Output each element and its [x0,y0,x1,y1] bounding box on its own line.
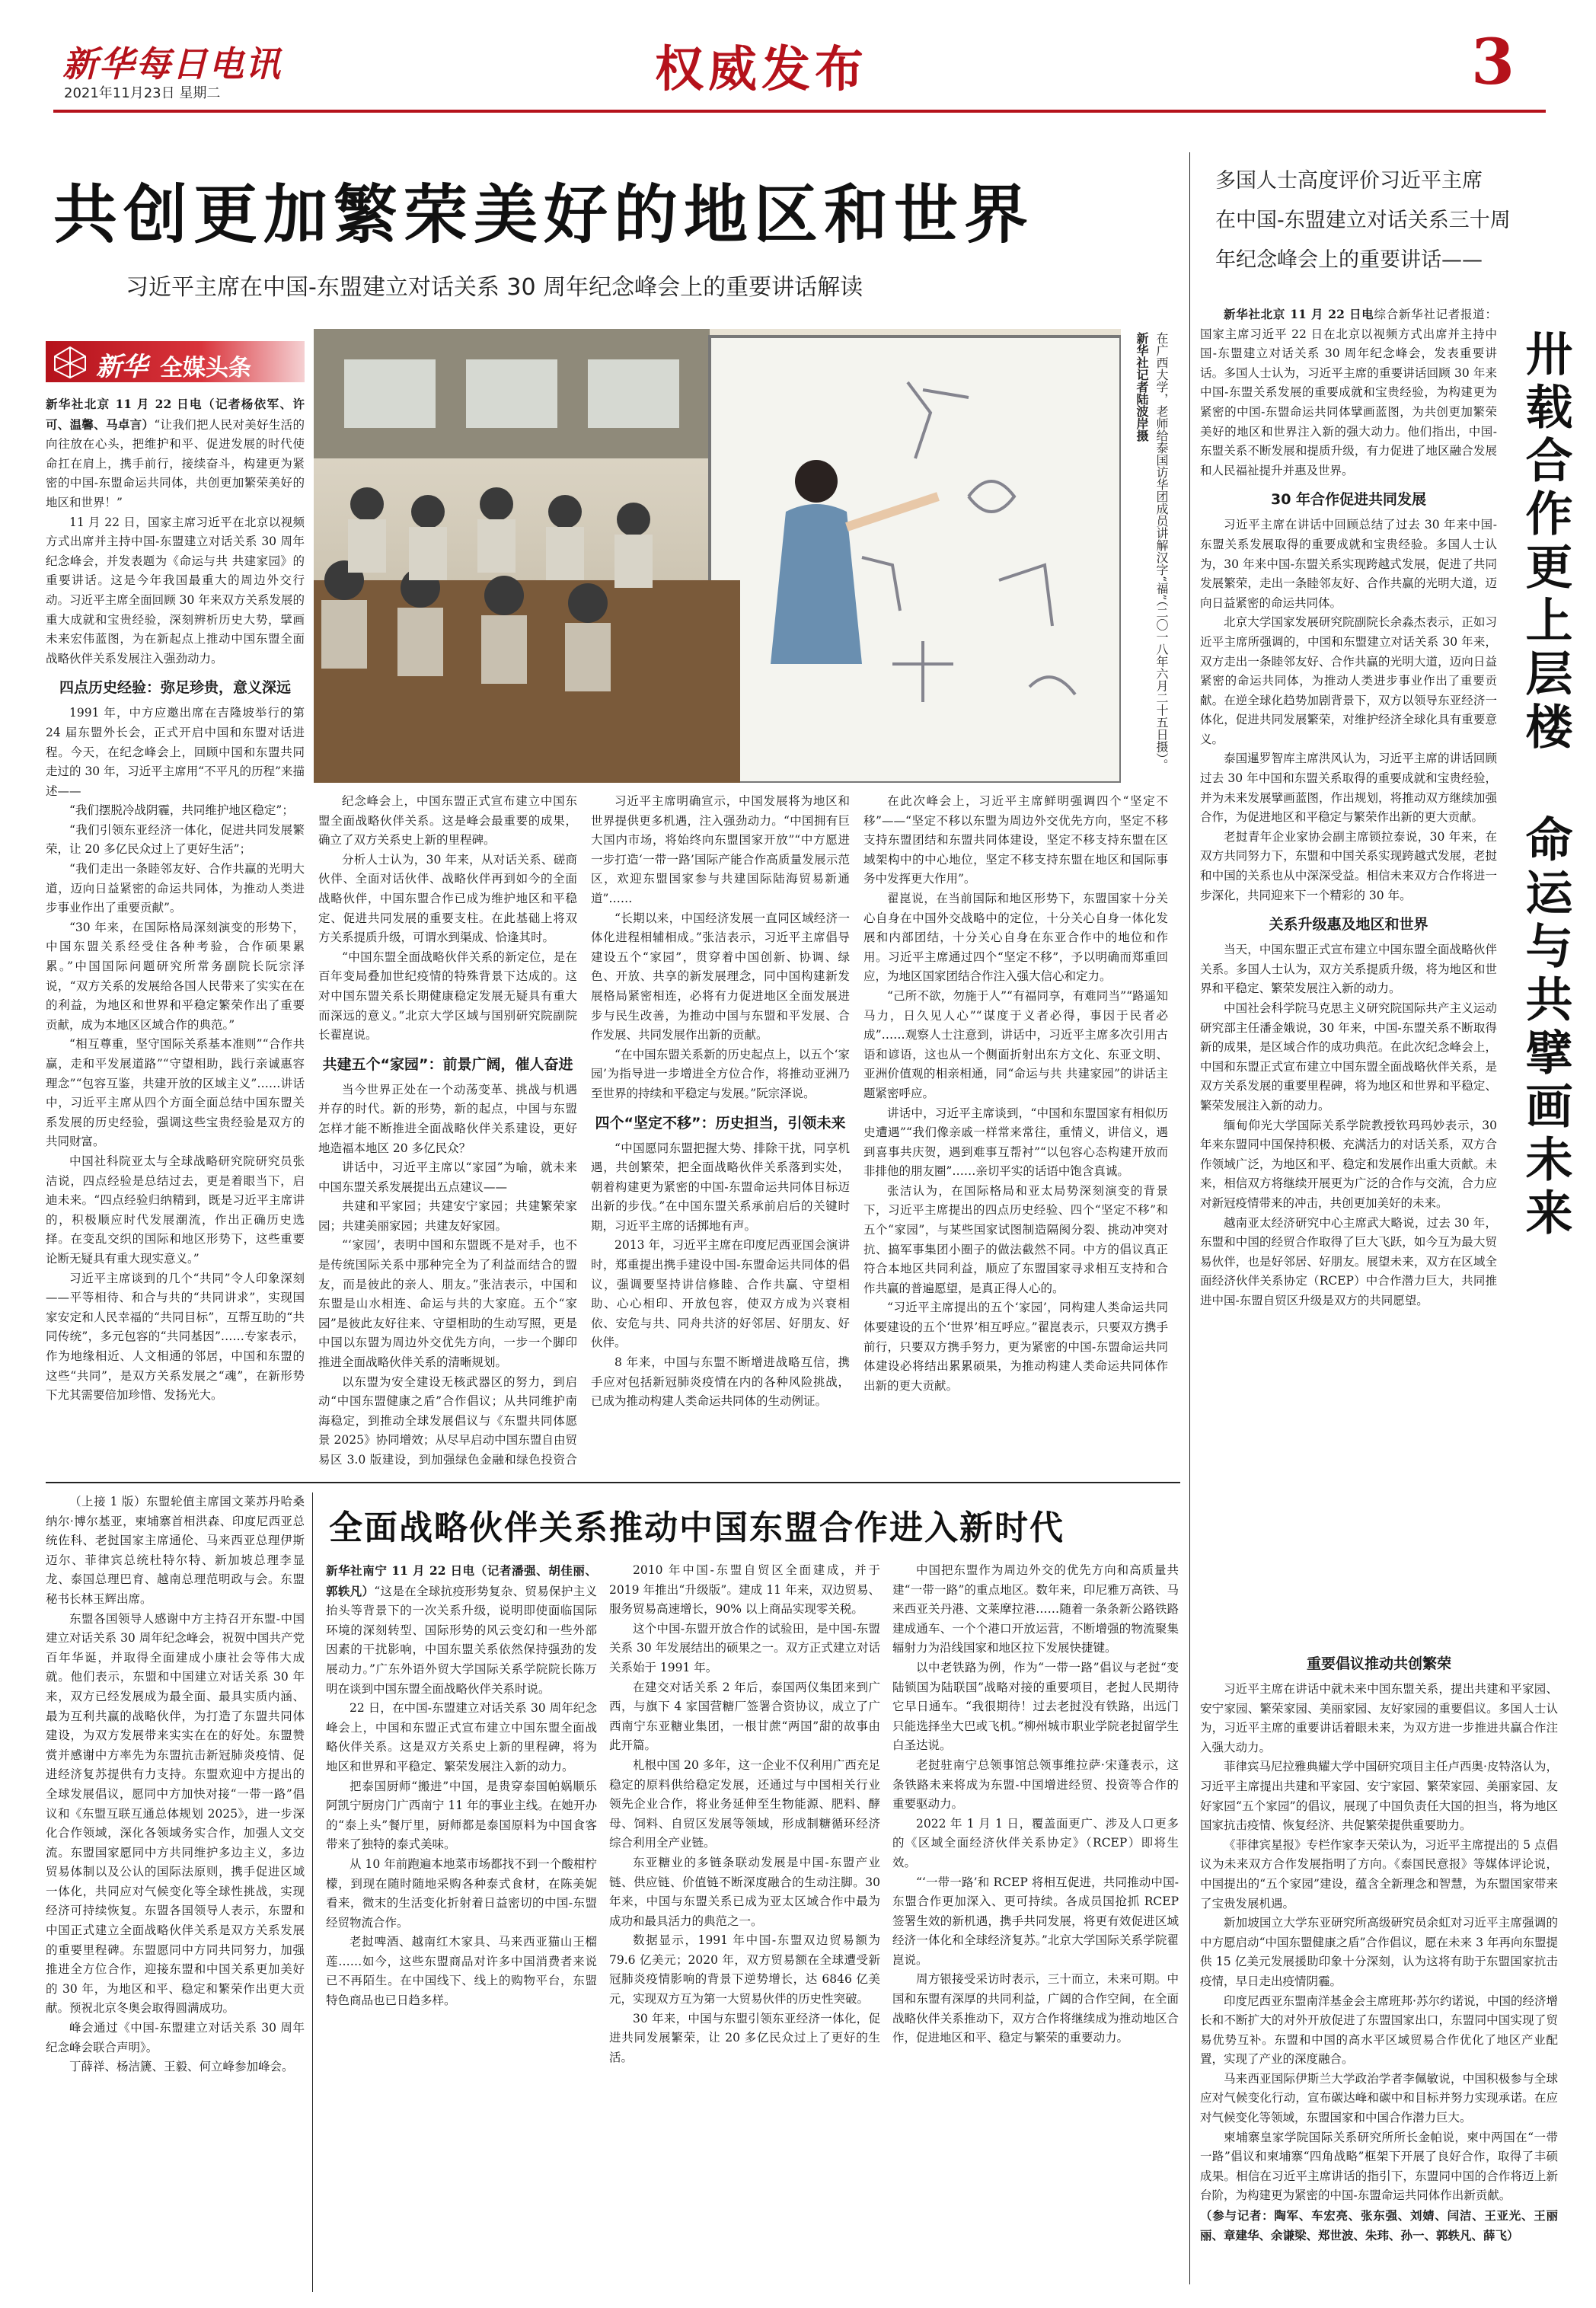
paragraph: “习近平主席提出的五个‘家园’，同构建人类命运共同体要建设的五个‘世界’相互呼应。”翟崑表示，只要双方携手前行，只要双方携手努力，更为紧密的中国-东盟命运共同体建设必将结出累累硕果，为推动构建人类命运共同体作出新的更大贡献。 [863,1301,1168,1393]
right-title-line: 年纪念峰会上的重要讲话—— [1215,248,1483,272]
page-number: 3 [1471,26,1515,99]
paragraph: 共建和平家园；共建安宁家园；共建繁荣家园；共建美丽家园；共建友好家园。 [318,1199,577,1233]
paragraph: “长期以来，中国经济发展一直同区域经济一体化进程相辅相成。”张洁表示，习近平主席倡导建设五个“家园”，贯穿着中国创新、协调、绿色、开放、共享的新发展理念，同中国构建新发展格局紧密相连，必将有力促进地区全面发展进步与民生改善，为推动中国与东盟和平发展、合作发展、共同发展作出新的贡献。 [591,911,850,1042]
paragraph: 数据显示，1991 年中国-东盟双边贸易额为 79.6 亿美元；2020 年，双方贸易额在全球遭受新冠肺炎疫情影响的背景下逆势增长，达 6846 亿美元，实现双方互为第一大贸易伙伴的历史性突破。 [609,1933,880,2006]
paragraph: 东亚糖业的多链条联动发展是中国-东盟产业链、供应链、价值链不断深度融合的生动注脚。30 年来，中国与东盟关系已成为亚太区域合作中最为成功和最具活力的典范之一。 [609,1855,880,1928]
right-lead: 综合新华社记者报道：国家主席习近平 22 日在北京以视频方式出席并主持中国-东盟建立对话关系 30 周年纪念峰会，发表重要讲话。多国人士认为，习近平主席的重要讲话回顾 30 年来中国-东盟关系发展的重要成就和宝贵经验，为构建更为紧密的中国-东盟命运共同体擘画蓝图，为共创更加繁荣美好的地区和世界注入新的强大动力。他们指出，中国-东盟关系不断发展和提质升级，有力促进了地区融合发展和人民福祉提升并惠及世界。 [1200,308,1497,477]
paragraph: （上接 1 版）东盟轮值主席国文莱苏丹哈桑纳尔·博尔基亚，柬埔寨首相洪森、印度尼西亚总统佐科、老挝国家主席通伦、马来西亚总理伊斯迈尔、菲律宾总统杜特尔特、新加坡总理李显龙、泰国总理巴育、越南总理范明政与会。东盟秘书长林玉辉出席。 [46,1495,305,1606]
paragraph: 讲话中，习近平主席以“家园”为喻，就未来中国东盟关系发展提出五点建议—— [318,1160,577,1194]
main-intro: 11 月 22 日，国家主席习近平在北京以视频方式出席并主持中国-东盟建立对话关系 30 周年纪念峰会，并发表题为《命运与共 共建家园》的重要讲话。这是今年我国最重大的周边外交行动。习近平主席全面回顾 30 年来双方关系发展的重大成就和宝贵经验，深刻辨析历史大势，擘画未来宏伟蓝图，为在新起点上推动中国东盟全面战略伙伴关系发展注入强劲动力。 [46,515,305,666]
paragraph: 东盟各国领导人感谢中方主持召开东盟-中国建立对话关系 30 周年纪念峰会，祝贺中国共产党百年华诞，并取得全面建成小康社会等伟大成就。他们表示，东盟和中国建立对话关系 30 年来，双方已经发展成为最全面、最具实质内涵、最为互利共赢的战略伙伴，为打造了东盟共同体建设，为双方发展带来实实在在的好处。东盟赞赏并感谢中方率先为东盟抗击新冠肺炎疫情、促进经济复苏提供有力支持。东盟欢迎中方提出的全球发展倡议，愿同中方加快对接“一带一路”倡议和《东盟互联互通总体规划 2025》，进一步深化合作领域，深化各领域务实合作，加强人文交流。东盟国家愿同中方共同维护多边主义，多边贸易体制以及公认的国际法原则，携手促进区域一体化，共同应对气候变化等全球性挑战，实现经济可持续恢复。东盟各国领导人表示，东盟和中国正式建立全面战略伙伴关系是双方关系发展的重要里程碑。东盟愿同中方同共同努力，加强推进全方位合作，迎接东盟和中国关系更加美好的 30 年，为地区和平、稳定和繁荣作出更大贡献。预祝北京冬奥会取得圆满成功。 [46,1611,305,2016]
paragraph: 老挝青年企业家协会副主席锁拉泰说，30 年来，在双方共同努力下，东盟和中国关系实现跨越式发展，老挝和中国的关系也从中深深受益。相信未来双方合作将进一步深化，共同迎来下一个精彩的 30 年。 [1200,829,1497,902]
paragraph: “相互尊重，坚守国际关系基本准则”“合作共赢，走和平发展道路”“守望相助，践行亲诚惠容理念”“包容互鉴，共建开放的区域主义”……讲话中，习近平主席从四个方面全面总结中国东盟关系发展的历史经验，强调这些宝贵经验是双方的共同财富。 [46,1037,305,1149]
paragraph: 《菲律宾星报》专栏作家李天荣认为，习近平主席提出的 5 点倡议为未来双方合作发展指明了方向。《泰国民意报》等媒体评论说，中国提出的“五个家园”建设，蕴含全新理念和智慧，为东盟国家带来了宝贵发展机遇。 [1200,1837,1558,1911]
right-feature-title [1215,161,1566,280]
right-title-line: 在中国-东盟建立对话关系三十周 [1215,209,1511,232]
paragraph: 这个中国-东盟开放合作的试验田，是中国-东盟关系 30 年发展结出的硕果之一。双方正式建立对话关系始于 1991 年。 [609,1621,880,1674]
paragraph: 越南亚太经济研究中心主席武大略说，过去 30 年，东盟和中国的经贸合作取得了巨大飞跃，如今互为最大贸易伙伴，也是好邻居、好朋友。展望未来，双方在区域全面经济伙伴关系协定（RCEP）中合作潜力巨大，共同推进中国-东盟自贸区升级是双方的共同愿望。 [1200,1215,1497,1307]
paragraph: 以东盟为安全建设无核武器区的努力，到启动“中国东盟健康之盾”合作倡议；从共同维护南海稳定，到推动全球发展倡议与《东盟共同体愿景 2025》协同增效；从尽早启动中国东盟自由贸易区 3.0 版建设，到加强绿色金融和绿色投资合 [318,1374,577,1467]
main-dateline: 新华社北京 11 月 22 日电（记者杨依军、许可、温馨、马卓言） [46,397,305,432]
contributors: （参与记者：陶军、车宏亮、张东强、刘婧、闫洁、王亚光、王丽丽、章建华、余谦梁、郑世波、朱玮、孙一、郭轶凡、薛飞） [1200,2208,1558,2243]
paragraph: 中国把东盟作为周边外交的优先方向和高质量共建“一带一路”的重点地区。数年来，印尼雅万高铁、马来西亚关丹港、文莱摩拉港……随着一条条新公路铁路建成通车、一个个港口开放运营，不断增强的物流聚集辐射力为沿线国家和地区拉下发展快捷键。 [892,1563,1179,1655]
right-title-line: 多国人士高度评价习近平主席 [1215,169,1483,193]
paragraph: 北京大学国家发展研究院副院长余淼杰表示，正如习近平主席所强调的，中国和东盟建立对话关系 30 年来，双方走出一条睦邻友好、合作共赢的光明大道，迈向日益紧密的命运共同体，为推动人类进步事业作出了重要贡献。在逆全球化趋势加剧背景下，双方以领导东亚经济一体化，促进共同发展繁荣，对维护经济全球化具有重要意义。 [1200,615,1497,746]
paragraph: 30 年来，中国与东盟引领东亚经济一体化，促进共同发展繁荣，让 20 多亿民众过上了更好的生活。 [609,2011,880,2064]
right-subheading-1: 30 年合作促进共同发展 [1270,491,1427,509]
bottom-article-title: 全面战略伙伴关系推动中国东盟合作进入新时代 [329,1508,1065,1547]
bottom-dateline: 新华社南宁 11 月 22 日电（记者潘强、胡佳丽、郭轶凡） [326,1563,597,1598]
paragraph: 丁薛祥、杨洁篪、王毅、何立峰参加峰会。 [69,2060,294,2074]
paragraph: 中国社会科学院马克思主义研究院国际共产主义运动研究部主任潘金娥说，30 年来，中国-东盟关系不断取得新的成果，是区域合作的成功典范。在此次纪念峰会上，中国和东盟正式宣布建立中国东盟全面战略伙伴关系，是双方关系发展的重要里程碑，将为地区和世界和平稳定、繁荣发展注入新的动力。 [1200,1001,1497,1113]
main-subheadline: 习近平主席在中国-东盟建立对话关系 30 周年纪念峰会上的重要讲话解读 [126,274,863,301]
paragraph: 纪念峰会上，中国东盟正式宣布建立中国东盟全面战略伙伴关系。这是峰会最重要的成果，确立了双方关系史上新的里程碑。 [318,794,577,848]
paragraph: “30 年来，在国际格局深刻演变的形势下，中国东盟关系经受住各种考验，合作硕果累累。”中国国际问题研究所常务副院长阮宗泽说，“双方关系的发展给各国人民带来了实实在在的利益，为地区和世界和平稳定繁荣作出了重要贡献，成为本地区区域合作的典范。” [46,920,305,1032]
bottom-article-col-2 [609,1561,880,2292]
bottom-lead: “这是在全球抗疫形势复杂、贸易保护主义抬头等背景下的一次关系升级，说明即使面临国际环境的深刻转型、国际形势的风云变幻和一些外部因素的干扰影响，中国东盟关系依然保持强劲的发展动力。”广东外语外贸大学国际关系学院院长陈万明在谈到中国东盟全面战略伙伴关系时说。 [326,1584,597,1696]
paragraph: 当天，中国东盟正式宣布建立中国东盟全面战略伙伴关系。多国人士认为，双方关系提质升级，将为地区和世界和平稳定、繁荣发展注入新的动力。 [1200,943,1497,996]
paragraph: “我们引领东亚经济一体化，促进共同发展繁荣，让 20 多亿民众过上了更好生活”； [46,822,305,857]
main-lead: “让我们把人民对美好生活的向往放在心头，把维护和平、促进发展的时代使命扛在肩上，携手前行，接续奋斗，构建更为紧密的中国-东盟命运共同体，共创更加繁荣美好的地区和世界！” [46,417,305,509]
paragraph: 当今世界正处在一个动荡变革、挑战与机遇并存的时代。新的形势，新的起点，中国与东盟怎样才能不断推进全面战略伙伴关系建设，更好地造福本地区 20 多亿民众？ [318,1082,577,1155]
masthead [0,0,1596,122]
right-subheading-3: 重要倡议推动共创繁荣 [1306,1655,1451,1672]
main-article-col-2 [318,792,577,1468]
paragraph: 泰国暹罗智库主席洪风认为，习近平主席的讲话回顾过去 30 年中国和东盟关系取得的重要成就和宝贵经验，并为未来发展擘画蓝图，作出规划，将推动双方继续加强合作，为促进地区和平稳定与繁荣作出新的更大贡献。 [1200,752,1497,825]
paragraph: 分析人士认为，30 年来，从对话关系、磋商伙伴、全面对话伙伴、战略伙伴再到如今的全面战略伙伴，中国东盟合作已成为维护地区和平稳定、促进共同发展的重要支柱。在此基础上将双方关系提质升级，可谓水到渠成、恰逢其时。 [318,852,577,945]
network-icon [52,344,88,382]
main-headline: 共创更加繁荣美好的地区和世界 [53,177,1035,252]
paragraph: “在中国东盟关系新的历史起点上，以五个‘家园’为指导进一步增进全方位合作，将推动亚洲乃至世界的持续和平稳定与发展。”阮宗泽说。 [591,1047,850,1100]
paragraph: 周方银接受采访时表示，三十而立，未来可期。中国和东盟有深厚的共同利益，广阔的合作空间，在全面战略伙伴关系推动下，双方合作将继续成为推动地区合作，促进地区和平、稳定与繁荣的重要动力。 [892,1972,1179,2045]
paragraph: 菲律宾马尼拉雅典耀大学中国研究项目主任卢西奥·皮特洛认为，习近平主席提出共建和平家园、安宁家园、繁荣家园、美丽家园、友好家园“五个家园”的倡议，展现了中国负责任大国的担当，将为地区国家抗击疫情、恢复经济、共促繁荣提供重要助力。 [1200,1760,1558,1833]
paragraph: 札根中国 20 多年，这一企业不仅利用广西充足稳定的原料供给稳定发展，还通过与中国相关行业领先企业合作，将业务延伸至生物能源、肥料、酵母、饲料、自贸区发展等领域，形成制糖循环经济综合利用全产业链。 [609,1757,880,1850]
paragraph: “我们走出一条睦邻友好、合作共赢的光明大道，迈向日益紧密的命运共同体，为推动人类进步事业作出了重要贡献”。 [46,862,305,915]
paragraph: 习近平主席在讲话中回顾总结了过去 30 年来中国-东盟关系发展取得的重要成就和宝贵经验。多国人士认为，30 年来中国-东盟关系实现跨越式发展，促进了共同发展繁荣，走出一条睦邻友好、合作共赢的光明大道，迈向日益紧密的命运共同体。 [1200,518,1497,610]
masthead-rule [53,110,1546,113]
paragraph: 从 10 年前跑遍本地菜市场都找不到一个酸柑柠檬，到现在随时随地采购各种泰式食材，在陈美妮看来，微末的生活变化折射着日益密切的中国-东盟经贸物流合作。 [326,1856,597,1930]
right-subheading-2: 关系升级惠及地区和世界 [1269,916,1428,934]
paragraph: 在此次峰会上，习近平主席鲜明强调四个“坚定不移”——“坚定不移以东盟为周边外交优先方向，坚定不移支持东盟团结和东盟共同体建设，坚定不移支持东盟在区域架构中的中心地位，坚定不移支持东盟在地区和国际事务中发挥更大作用”。 [863,794,1168,886]
paragraph: “中国愿同东盟把握大势、排除干扰，同享机遇，共创繁荣，把全面战略伙伴关系落到实处，朝着构建更为紧密的中国-东盟命运共同体目标迈出新的步伐。”在中国东盟关系承前启后的关键时期，习近平主席的话掷地有声。 [591,1141,850,1233]
continued-article [46,1492,305,2292]
main-article-col-1 [46,394,305,1468]
media-badge-brand: 新华 [96,352,148,382]
newspaper-logo: 新华每日电讯 [62,43,282,85]
main-subheading-1: 四点历史经验：弥足珍贵，意义深远 [59,679,291,697]
paragraph: “‘一带一路’和 RCEP 将相互促进，共同推动中国-东盟合作更加深入、更可持续。各成员国抢抓 RCEP 签署生效的新机遇，携手共同发展，将更有效促进区域经济一体化和全球经济复苏。”北京大学国际关系学院翟崑说。 [892,1875,1179,1967]
paragraph: 2010 年中国-东盟自贸区全面建成，并于 2019 年推出“升级版”。建成 11 年来，双边贸易、服务贸易高速增长，90% 以上商品实现零关税。 [609,1563,880,1617]
paragraph: 柬埔寨皇家学院国际关系研究所所长金帕说，柬中两国在“一带一路”倡议和柬埔寨“四角战略”框架下开展了良好合作，取得了丰硕成果。相信在习近平主席讲话的指引下，东盟同中国的合作将迈上新台阶，为构建更为紧密的中国-东盟命运共同体作出新贡献。 [1200,2130,1558,2203]
main-article-col-4 [863,792,1168,1468]
paragraph: 22 日，在中国-东盟建立对话关系 30 周年纪念峰会上，中国和东盟正式宣布建立中国东盟全面战略伙伴关系。这是双方关系史上新的里程碑，将为地区和世界和平稳定、繁荣发展注入新的动力。 [326,1701,597,1773]
section-title: 权威发布 [655,41,868,98]
paragraph: 缅甸仰光大学国际关系学院教授钦玛玛妙表示，30 年来东盟同中国保持积极、充满活力的对话关系，双方合作领域广泛，为地区和平、稳定和发展作出重大贡献。未来，相信双方将继续开展更为广泛的合作与交流，合力应对新冠疫情带来的冲击，共创更加美好的未来。 [1200,1118,1497,1210]
main-subheading-2: 共建五个“家园”：前景广阔，催人奋进 [322,1055,573,1073]
photo-caption-text: 在广西大学，老师给泰国访华团成员讲解汉字“福”（二〇一八年六月二十五日摄）。 [1154,332,1169,771]
continued-article-divider [312,1492,313,2292]
media-badge [46,341,305,382]
paragraph: 讲话中，习近平主席谈到，“中国和东盟国家有相似历史遭遇”“我们像亲戚一样常来常往，重情义，讲信义，遇到喜事共庆贺，遇到难事互帮衬”“以包容心态构建开放而非排他的朋友圈”……亲切平实的话语中饱含真诚。 [863,1106,1168,1179]
right-feature-col-lower [1200,1645,1558,2284]
right-column-divider [1189,152,1190,2284]
paragraph: 习近平主席在讲话中就未来中国东盟关系，提出共建和平家园、安宁家园、繁荣家园、美丽家园、友好家园的重要倡议。多国人士认为，习近平主席的重要讲话着眼未来，为双方进一步推进共赢合作注入强大动力。 [1200,1682,1558,1754]
paragraph: 峰会通过《中国-东盟建立对话关系 30 周年纪念峰会联合声明》。 [46,2021,305,2054]
paragraph: 中国社科院亚太与全球战略研究院研究员张洁说，四点经验是总结过去，更是着眼当下，启迪未来。“四点经验归纳精到，既是习近平主席讲的，积极顺应时代发展潮流，作出正确历史选择。在变乱交织的国际和地区形势下，这些重要论断无疑具有重大现实意义。” [46,1154,305,1266]
bottom-article-col-1 [326,1561,597,2292]
masthead-date: 2021年11月23日 星期二 [64,85,221,101]
paragraph: 印度尼西亚东盟南洋基金会主席班邦·苏尔约诺说，中国的经济增长和不断扩大的对外开放促进了东盟国家出口，东盟同中国实现了贸易优势互补。东盟和中国的高水平区域贸易合作优化了地区产业配置，实现了产业的深度融合。 [1200,1994,1558,2067]
vertical-title-2: 命运与共擘画未来 [1518,815,1573,1241]
photo-caption [1125,332,1171,780]
paragraph: 1991 年，中方应邀出席在吉隆坡举行的第 24 届东盟外长会，正式开启中国和东盟对话进程。今天，在纪念峰会上，回顾中国和东盟共同走过的 30 年，习近平主席用“不平凡的历程”来描述—— [46,706,305,798]
classroom-illustration [314,329,1121,783]
paragraph: 习近平主席明确宣示，中国发展将为地区和世界提供更多机遇，注入强劲动力。“中国拥有巨大国内市场，将始终向东盟国家开放”“中方愿进一步打造‘一带一路’国际产能合作高质量发展示范区，欢迎东盟国家参与共建国际陆海贸易新通道”…… [591,794,850,905]
paragraph: 老挝啤酒、越南红木家具、马来西亚猫山王榴莲……如今，这些东盟商品对许多中国消费者来说已不再陌生。在中国线下、线上的购物平台，东盟特色商品也已日趋多样。 [326,1935,597,2008]
bottom-article-col-3 [892,1561,1179,2292]
paragraph: 张洁认为，在国际格局和亚太局势深刻演变的背景下，习近平主席提出的四点历史经验、四个“坚定不移”和五个“家园”，与某些国家试图制造隔阂分裂、挑动冲突对抗、搞军事集团小圈子的做法截然不同。中方的倡议真正符合本地区共同利益，顺应了东盟国家寻求相互支持和合作共赢的普遍愿望，是真正得人心的。 [863,1183,1168,1295]
media-badge-label: 全媒头条 [160,355,251,381]
paragraph: “己所不欲，勿施于人”“有福同享，有难同当”“路遥知马力，日久见人心”“谋度于义者必得，事因于民者必成”……观察人士注意到，讲话中，习近平主席多次引用古语和谚语，这也从一个侧面折射出东方文化、东亚文明、亚洲价值观的相亲相通，同“命运与共 共建家园”的讲话主题紧密呼应。 [863,988,1168,1100]
paragraph: 新加坡国立大学东亚研究所高级研究员余虹对习近平主席强调的中方愿启动“中国东盟健康之盾”合作倡议，愿在未来 3 年再向东盟提供 15 亿美元发展援助印象十分深刻，认为这将有助于东盟国家抗击疫情，早日走出疫情阴霾。 [1200,1916,1558,1988]
right-feature-col [1200,305,1497,1637]
paragraph: 翟崑说，在当前国际和地区形势下，东盟国家十分关心自身在中国外交战略中的定位，十分关心自身一体化发展和内部团结，十分关心自身在东亚合作中的地位和作用。习近平主席通过四个“坚定不移”，予以明确而郑重回应，为地区国家团结合作注入强大信心和定力。 [863,891,1168,984]
paragraph: 以中老铁路为例，作为“一带一路”倡议与老挝“变陆锁国为陆联国”战略对接的重要项目，老挝人民期待它早日通车。“我很期待！过去老挝没有铁路，出远门只能选择坐大巴或飞机。”柳州城市职业学院老挝留学生白圣达说。 [892,1660,1179,1753]
photo-credit: 新华社记者陆波岸摄 [1135,332,1149,442]
main-subheading-3: 四个“坚定不移”：历史担当，引领未来 [595,1114,846,1132]
paragraph: 8 年来，中国与东盟不断增进战略互信，携手应对包括新冠肺炎疫情在内的各种风险挑战，已成为推动构建人类命运共同体的生动例证。 [591,1355,850,1409]
paragraph: 把泰国厨师“搬进”中国，是贵穿泰国帕娲顺乐阿凯宁厨房门广西南宁 11 年的事业主线。在她开办的“泰上头”餐厅里，厨师都是泰国原料为中国食客带来了独特的泰式美味。 [326,1779,597,1852]
paragraph: “我们摆脱冷战阴霾，共同维护地区稳定”； [69,803,294,818]
paragraph: 2022 年 1 月 1 日，覆盖面更广、涉及人口更多的《区域全面经济伙伴关系协定》（RCEP）即将生效。 [892,1816,1179,1869]
vertical-title-1: 卅载合作更上层楼 [1518,329,1573,755]
paragraph: “‘家园’，表明中国和东盟既不是对手，也不是传统国际关系中那种完全为了利益而结合的盟友，而是彼此的亲人、朋友。”张洁表示，中国和东盟是山水相连、命运与共的大家庭。五个“家园”是彼此友好往来、守望相助的生动写照，更是中国以东盟为周边外交优先方向，一步一个脚印推进全面战略伙伴关系的清晰规划。 [318,1238,577,1370]
paragraph: 习近平主席谈到的几个“共同”令人印象深刻——平等相待、和合与共的“共同讲求”，实现国家安定和人民幸福的“共同目标”，互帮互助的“共同传统”，多元包容的“共同基因”……专家表示，作为地缘相近、人文相通的邻居，中国和东盟的这些“共同”，是双方关系发展之“魂”，在新形势下尤其需要倍加珍惜、发扬光大。 [46,1271,305,1403]
paragraph: 在建交对话关系 2 年后，泰国两仪集团来到广西，与旗下 4 家国营糖厂签署合资协议，成立了广西南宁东亚糖业集团，一根甘蔗“两国”甜的故事由此开篇。 [609,1680,880,1753]
main-article-col-3 [591,792,850,1468]
paragraph: 老挝驻南宁总领事馆总领事维拉萨·宋蓬表示，这条铁路未来将成为东盟-中国增进经贸、投资等合作的重要驱动力。 [892,1757,1179,1812]
paragraph: 马来西亚国际伊斯兰大学政治学者李佩敏说，中国积极参与全球应对气候变化行动，宣布碳达峰和碳中和目标并努力实现承诺。在应对气候变化等领域，东盟国家和中国合作潜力巨大。 [1200,2071,1558,2125]
bottom-section-rule [46,1482,1180,1483]
paragraph: 2013 年，习近平主席在印度尼西亚国会演讲时，郑重提出携手建设中国-东盟命运共同体的倡议，强调要坚持讲信修睦、合作共赢、守望相助、心心相印、开放包容，使双方成为兴衰相依、安危与共、同舟共济的好邻居、好朋友、好伙伴。 [591,1238,850,1350]
right-dateline: 新华社北京 11 月 22 日电 [1224,307,1374,321]
paragraph: “中国东盟全面战略伙伴关系的新定位，是在百年变局叠加世纪疫情的特殊背景下达成的。这对中国东盟关系长期健康稳定发展无疑具有重大而深远的意义。”北京大学区域与国别研究院副院长翟崑说。 [318,950,577,1042]
classroom-photo [314,329,1121,783]
